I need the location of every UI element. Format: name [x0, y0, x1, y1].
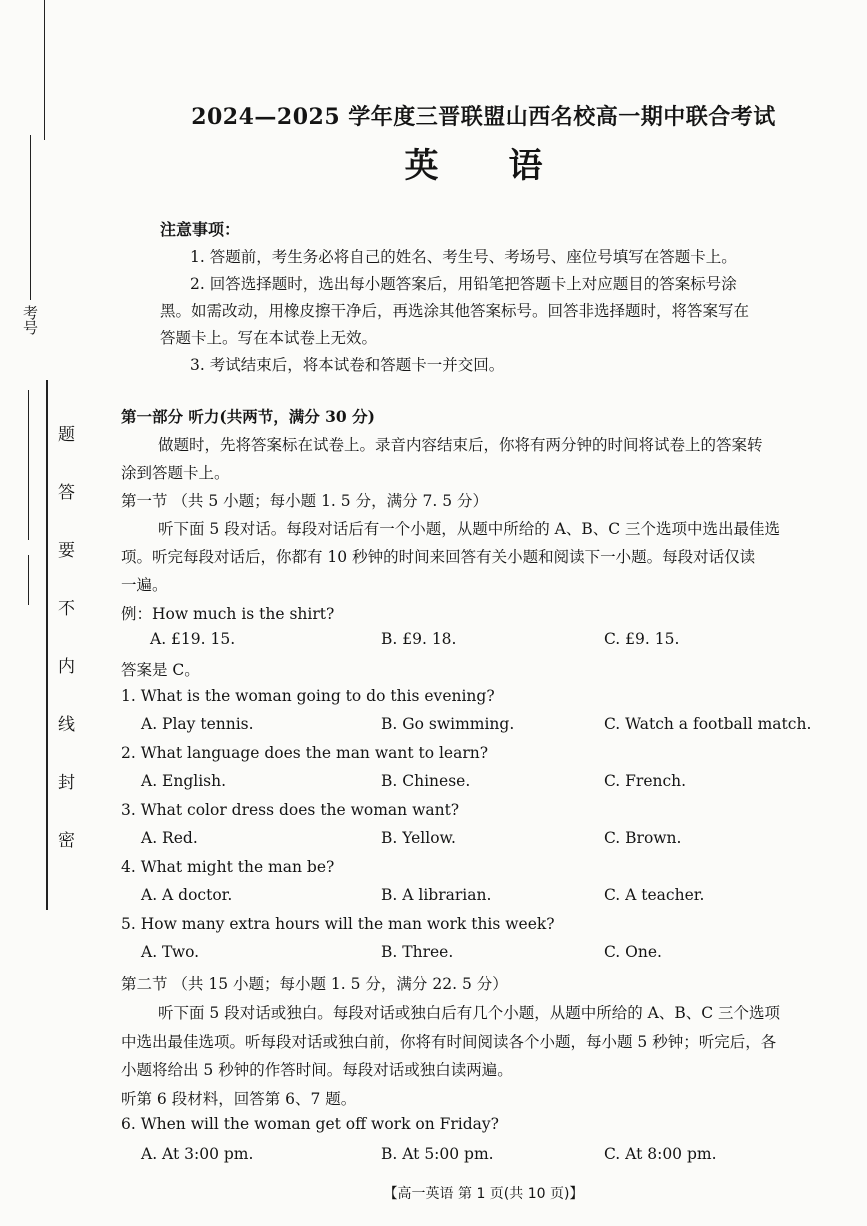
example-question: 例：How much is the shirt? [121, 605, 335, 623]
question-text: 5. How many extra hours will the man work this week? [121, 915, 555, 933]
section2-intro: 小题将给出 5 秒钟的作答时间。每段对话或独白读两遍。 [121, 1061, 513, 1079]
question-text: 4. What might the man be? [121, 858, 335, 876]
notice-item: 2. 回答选择题时，选出每小题答案后，用铅笔把答题卡上对应题目的答案标号涂 [190, 275, 737, 293]
question-text: 2. What language does the man want to learn? [121, 744, 489, 762]
option-c: C. Watch a football match. [604, 715, 812, 733]
example-answer: 答案是 C。 [121, 661, 200, 679]
option-b: B. Go swimming. [381, 715, 515, 733]
option-a: A. Two. [141, 943, 200, 961]
option-a: A. At 3:00 pm. [141, 1145, 254, 1163]
seal-char: 密 [58, 831, 75, 851]
section2-intro: 中选出最佳选项。听每段对话或独白前，你将有时间阅读各个小题，每小题 5 秒钟；听完后，各 [121, 1033, 777, 1051]
part1-intro: 做题时，先将答案标在试卷上。录音内容结束后，你将有两分钟的时间将试卷上的答案转 [158, 436, 763, 454]
notice-item: 3. 考试结束后，将本试卷和答题卡一并交回。 [190, 356, 505, 374]
seal-char: 题 [58, 425, 75, 445]
option-c: C. A teacher. [604, 886, 705, 904]
seal-char: 要 [58, 541, 75, 561]
seal-char: 线 [58, 715, 75, 735]
seal-char: 答 [58, 483, 75, 503]
seal-char: 内 [58, 657, 75, 677]
section2-heading: 第二节 （共 15 小题；每小题 1. 5 分，满分 22. 5 分） [121, 975, 508, 993]
seal-char: 不 [58, 599, 75, 619]
notice-heading: 注意事项： [160, 220, 241, 239]
exam-no-underline [30, 135, 31, 300]
section1-intro: 一遍。 [121, 576, 168, 594]
option-a: A. A doctor. [141, 886, 233, 904]
option-b: B. Yellow. [381, 829, 456, 847]
material-note: 听第 6 段材料，回答第 6、7 题。 [121, 1090, 357, 1108]
option-b: B. A librarian. [381, 886, 492, 904]
seal-line [46, 380, 48, 910]
part1-intro: 涂到答题卡上。 [121, 464, 230, 482]
option-b: B. Chinese. [381, 772, 471, 790]
margin-line-low [28, 555, 29, 605]
section1-intro: 听下面 5 段对话。每段对话后有一个小题，从题中所给的 A、B、C 三个选项中选出最佳选 [158, 520, 781, 538]
option-c: C. French. [604, 772, 687, 790]
seal-char: 封 [58, 773, 75, 793]
margin-line-top [44, 0, 45, 140]
question-text: 3. What color dress does the woman want? [121, 801, 460, 819]
exam-no-label: 考号 [21, 305, 39, 335]
section1-heading: 第一节 （共 5 小题；每小题 1. 5 分，满分 7. 5 分） [121, 492, 489, 510]
option-a: A. Red. [141, 829, 198, 847]
option-a: A. Play tennis. [141, 715, 254, 733]
notice-item: 1. 答题前，考生务必将自己的姓名、考生号、考场号、座位号填写在答题卡上。 [190, 248, 737, 266]
section2-intro: 听下面 5 段对话或独白。每段对话或独白后有几个小题，从题中所给的 A、B、C 三个选项 [158, 1004, 781, 1022]
page-footer: 【高一英语 第 1 页(共 10 页)】 [383, 1186, 584, 1202]
example-option-a: A. £19. 15. [150, 630, 236, 648]
option-b: B. Three. [381, 943, 454, 961]
option-c: C. Brown. [604, 829, 682, 847]
notice-item: 答题卡上。写在本试卷上无效。 [160, 329, 378, 347]
option-a: A. English. [141, 772, 227, 790]
subject-title: 英语 [404, 146, 613, 186]
example-option-b: B. £9. 18. [381, 630, 457, 648]
part1-heading: 第一部分 听力(共两节，满分 30 分) [121, 407, 375, 426]
option-c: C. One. [604, 943, 662, 961]
option-c: C. At 8:00 pm. [604, 1145, 717, 1163]
question-text: 1. What is the woman going to do this evening? [121, 687, 495, 705]
notice-item: 黑。如需改动，用橡皮擦干净后，再选涂其他答案标号。回答非选择题时，将答案写在 [160, 302, 750, 320]
question-text: 6. When will the woman get off work on Friday? [121, 1115, 499, 1133]
option-b: B. At 5:00 pm. [381, 1145, 494, 1163]
section1-intro: 项。听完每段对话后，你都有 10 秒钟的时间来回答有关小题和阅读下一小题。每段对话仅读 [121, 548, 756, 566]
exam-title: 2024—2025 学年度三晋联盟山西名校高一期中联合考试 [191, 104, 776, 130]
binding-margin [0, 0, 100, 1226]
example-option-c: C. £9. 15. [604, 630, 680, 648]
margin-line-mid [28, 390, 29, 540]
